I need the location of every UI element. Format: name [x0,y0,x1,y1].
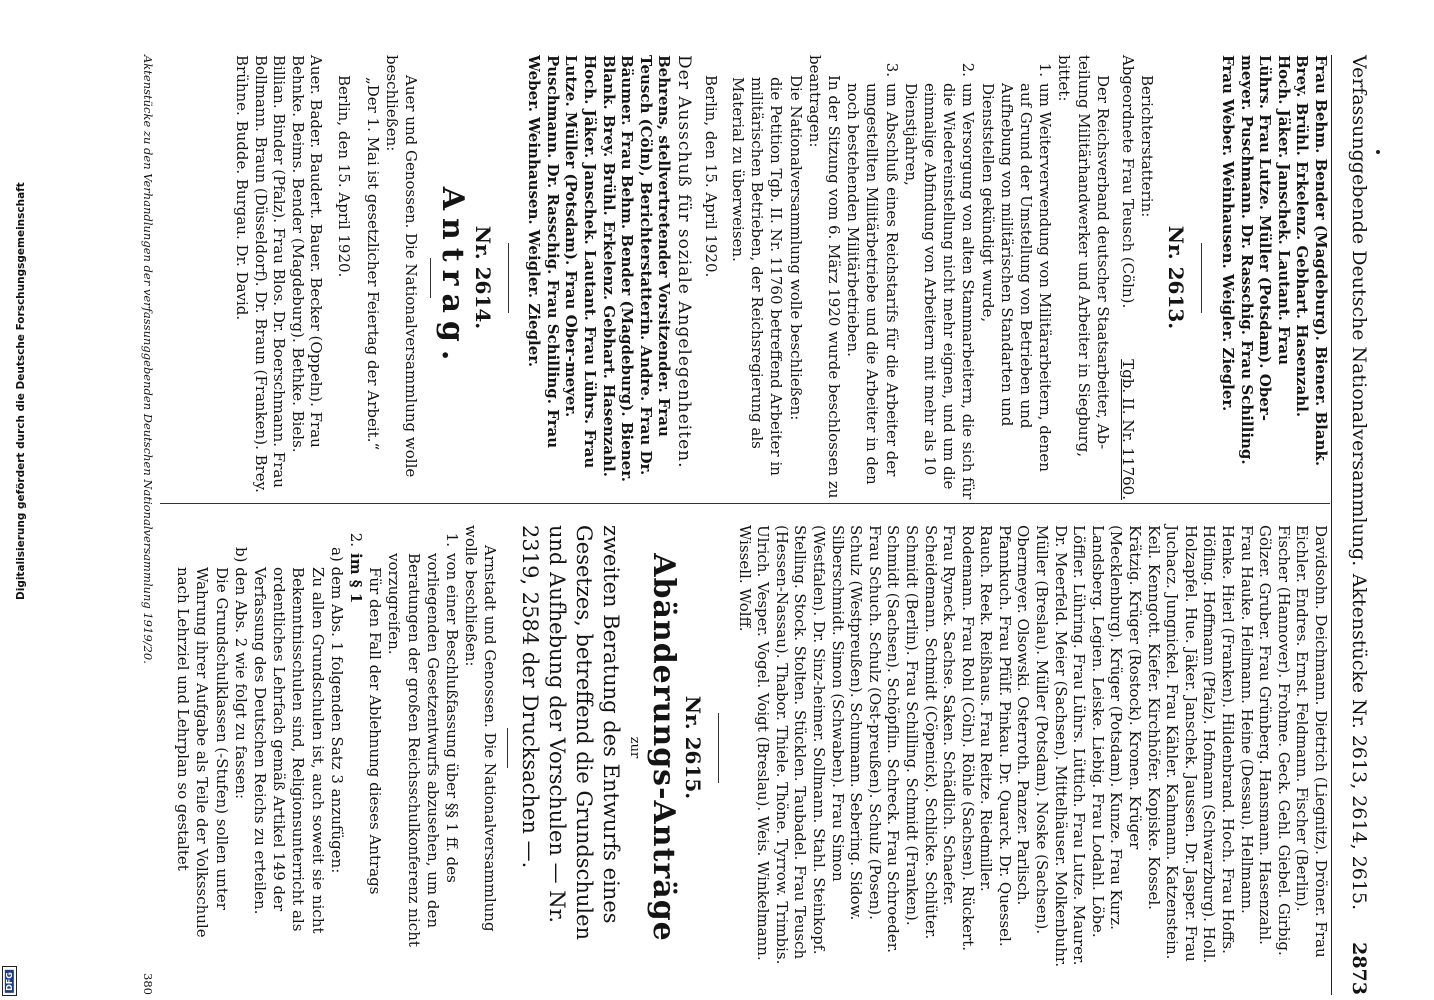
signers-list: Davidsohn. Deichmann. Dietrich (Liegnitz). Dröner. Frau Eichler. Endres. Ernst. Feldmann. Fischer (Berlin). Fischer (Hannover). Frohme. Geck. Gehl. Giebel. Girbig. Gölzer. Gruber. Frau Grünberg. Hansmann. Hasenzahl. Frau Hauke. Heilmann. Heine (Dessau). Hellmann. Henke. Hierl (Franken). Hildenbrand. Hoch. Frau Hoffs. Höfling. Hoffmann (Pfalz). Hofmann (Schwarzburg). Holl. Holzapfel. Hue. Jäker. Janschek. Jaussen. Dr. Jasper. Frau Juchacz. Jungnickel. Frau Kähler. Kahmann. Katzenstein. Keil. Kenngott. Kiefer. Kirchhöfer. Kopiske. Kossel. Krätzig. Krüger (Rostock). Kronen. Krüger (Mecklenburg). Krüger (Potsdam). Kunze. Frau Kurz. Landsberg. Legien. Leiske. Liebig. Frau Lodahl. Löbe. Löffler. Lühring. Frau Lührs. Lüttich. Frau Lutze. Maurer. Dr. Meerfeld. Meier (Sachsen). Mittelhäuser. Molkenbuhr. Müller (Breslau). Müller (Potsdam). Noske (Sachsen). Obermeyer. Olsowski. Osterroth. Panzer. Parlisch. Pfannkuch. Frau Pfülf. Pinkau. Dr. Quarck. Dr. Quessel. Rauch. Reek. Reißhaus. Frau Reitze. Riedmiller. Rodemann. Frau Rohl (Cöln). Röhle (Sachsen). Rückert. Frau Ryneck. Sachse. Saken. Schädlich. Schaefer. Scheidemann. Schmidt (Cöpenick). Schlicke. Schlüter. Schmidt (Berlin). Frau Schilling. Schmidt (Franken). Schmidt (Sachsen). Schöpflin. Schreck. Frau Schroeder. Frau Schuch. Schulz (Ost-preußen). Schulz (Posen). Schulz (Westpreußen). Schumann. Sebering. Sidow. Silberschmidt. Simon (Schwaben). Frau Simon (Westfalen). Dr. Sinz-heimer. Sollmann. Stahl. Steinkopf. Stelling. Stock. Stolten. Stücklen. Taubadel. Frau Teusch (Hessen-Nassau). Thabor. Thiele. Thöne. Tyrrow. Trimbis. Ulrich. Vesper. Vogel. Voigt (Breslau). Weis. Winkelmann. Wissell. Wolff. [735,525,1330,968]
footer-note: Aktenstücke zu den Verhandlungen der verfassunggebenden Deutschen Nationalversammlung 1919/20. [141,55,155,664]
list-item [346,525,365,970]
amendment-title: Abänderungs-Anträge [645,553,681,942]
amendment-intro: Arnstadt und Genossen. Die Nationalversammlung wolle beschließen: [462,525,500,932]
names-line: Frau Behm. Bender (Magdeburg). Biener. Blank. [1312,55,1330,467]
list-number: 2. [959,62,978,77]
amendment-list-2 [346,525,365,970]
page-number: 2873 [1348,942,1370,995]
list-number: 1. [1036,62,1055,77]
separator-rule [430,258,431,298]
subitem-b-body: Die Grundschulklassen (-Stufen) sollen unter Wahrung ihrer Aufgabe als Teile der Volksschule nach Lehrziel und Lehrplan so gestaltet [174,567,231,938]
list-number: 1. [442,532,461,547]
list-item [843,55,901,500]
petition-list [843,55,1054,500]
header-doc-numbers: Aktenstücke Nr. 2613, 2614, 2615. [1348,573,1370,911]
subitem-b: b) den Abs. 2 wie folgt zu fassen: [231,547,250,799]
names-line: Frau Weber. Weinhausen. Weigler. Ziegler. [1219,55,1238,412]
header-rule [1331,55,1332,995]
dfg-logo [2,966,17,996]
list-item [901,55,978,500]
names-line: Lührs. Frau Lutze. Müller (Potsdam). Ober- [1256,55,1275,421]
berichterstatterin-name: Abgeordnete Frau Teusch (Cöln). [1119,55,1138,309]
list-item [384,525,461,970]
antrag-signers: Auer. Bader. Baudert. Bauer. Becker (Oppeln). Frau Behnke. Beims. Bender (Magdeburg). Bethke. Biels. Billian. Binder (Pfalz). Frau Blos. Dr. Boerschmann. Frau Bollmann. Braun (Düsseldorf). Dr. Braun (Franken). Brey. Brühne. Budde. Burgau. Dr. David. [233,55,326,493]
date-line: Berlin, den 15. April 1920. [334,75,353,278]
berichterstatterin-label: Berichterstatterin: [1138,75,1157,218]
subitem-a: a) dem Abs. 1 folgenden Satz 3 anzufügen: [327,547,346,874]
left-column [232,55,1330,500]
separator-rule [718,713,719,783]
committee-members: Behrens, stellvertretender Vorsitzender. Frau Teusch (Cöln), Berichterstatterin. Andre. Frau Dr. Bäumer. Frau Behm. Bender (Magdeburg). Biener. Blank. Brey. Brühl. Erkelenz. Gebhart. Hasenzahl. Hoch. Jäker. Janschek. Lautant. Frau Lührs. Frau Lutze. Müller (Potsdam). Frau Ober-meyer. Puschmann. Dr. Rasschig. Frau Schilling. Frau Weber. Weinhausen. Weigler. Ziegler. [525,55,674,482]
list-item [977,55,1054,500]
bill-description: zweiten Beratung des Entwurfs eines Gesetzes, betreffend die Grundschulen und Aufhebung der Vorschulen — Nr. 2319, 2584 der Drucksachen —. [518,525,624,941]
ink-dot [1376,150,1380,154]
separator-rule [508,243,509,313]
committee-names-top [1218,55,1330,500]
column-divider [160,503,1330,504]
journal-number: Tgb. II. Nr. 11760. [1119,359,1138,500]
right-column [173,525,1330,970]
amendment-list [384,525,461,970]
doc-number-2614: Nr. 2614. [470,225,495,330]
header-title: Verfassunggebende Deutsche Nationalversammlung. [1348,55,1370,567]
names-line: Hoch. Jäker. Janschek. Lautant. Frau [1274,55,1293,365]
dfg-logo-text: DFG [5,971,15,991]
funding-credit: Digitalisierung gefördert durch die Deutsche Forschungsgemeinschaft [15,182,27,600]
case-note: Für den Fall der Ablehnung dieses Antrags [366,567,385,895]
names-line: meyer. Puschmann. Dr. Rasschig. Frau Schilling. [1237,55,1256,465]
footer-page: 380 [141,973,155,995]
list-text: um Versorgung von alten Stammarbeitern, die sich für die Wiedereinstellung nicht mehr eignen, und um die einmalige Abfindung von Arbeitern mit mehr als 10 Dienstjahren, [901,83,978,500]
rotated-page [80,55,1370,995]
subitem-a-text: dem Abs. 1 folgenden Satz 3 anzufügen: [327,566,346,874]
separator-rule [507,728,508,768]
date-line: Berlin, den 15. April 1920. [701,75,720,278]
resolution-intro: Die Nationalversammlung wolle beschließen: [786,75,805,421]
header-right [1348,574,1370,995]
list-number: 2. [346,532,365,547]
antrag-title: Antrag. [435,186,471,369]
separator-rule [1201,243,1202,313]
subitem-a-body: Zu allen Grundschulen ist, auch soweit sie nicht Bekenntnisschulen sind, Religionsunterricht als ordentliches Lehrfach gemäß Artikel 149 der Verfassung des Deutschen Reichs zu erteilen. [250,567,327,934]
page-header [1342,55,1370,995]
list-text: von einer Beschlußfassung über §§ 1 ff. des vorliegenden Gesetzentwurfs abzusehen, um den Beratungen der großen Reichsschulkonferenz nicht vorzugreifen. [385,553,461,947]
names-line: Brey. Brühl. Erkelenz. Gebhart. Hasenzahl. [1293,55,1312,418]
resolution-text: die Petition Tgb. II. Nr. 11760 betreffend Arbeiter in militärischen Betrieben, der Reichsregierung als Material zu überweisen. [728,77,786,476]
digitization-sidebar [0,0,27,1000]
session-note: In der Sitzung vom 6. März 1920 wurde beschlossen zu beantragen: [805,55,843,499]
page-footer [141,55,155,995]
doc-number-2613: Nr. 2613. [1164,225,1189,330]
list-text: um Abschluß eines Reichstarifs für die Arbeiter der umgestellten Militärbetriebe und die Arbeiter in den noch bestehenden Militärbetrieben. [844,83,901,485]
zur-label: zur [626,736,642,759]
berichterstatterin-line [1118,55,1137,500]
subitem-b-text: den Abs. 2 wie folgt zu fassen: [231,567,250,799]
list-number: 3. [882,62,901,77]
doc-number-2615: Nr. 2615. [681,695,705,800]
petition-intro: Der Reichsverband deutscher Staatsarbeiter, Ab-teilung Militärhandwerker und Arbeiter in Siegburg, bittet: [1055,55,1112,458]
list-text: um Weiterverwendung von Militärarbeitern, denen auf Grund der Umstellung von Betrieben und Aufhebung von militärischen Standarten und Dienststellen gekündigt wurde, [978,83,1055,472]
committee-heading: Der Ausschuß für soziale Angelegenheiten. [673,55,694,469]
list-text: im § 1 [346,553,365,604]
antrag-intro: Auer und Genossen. Die Nationalversammlung wolle beschließen: [383,55,421,478]
antrag-quote: „Der 1. Mai ist gesetzlicher Feiertag der Arbeit.“ [363,77,382,451]
